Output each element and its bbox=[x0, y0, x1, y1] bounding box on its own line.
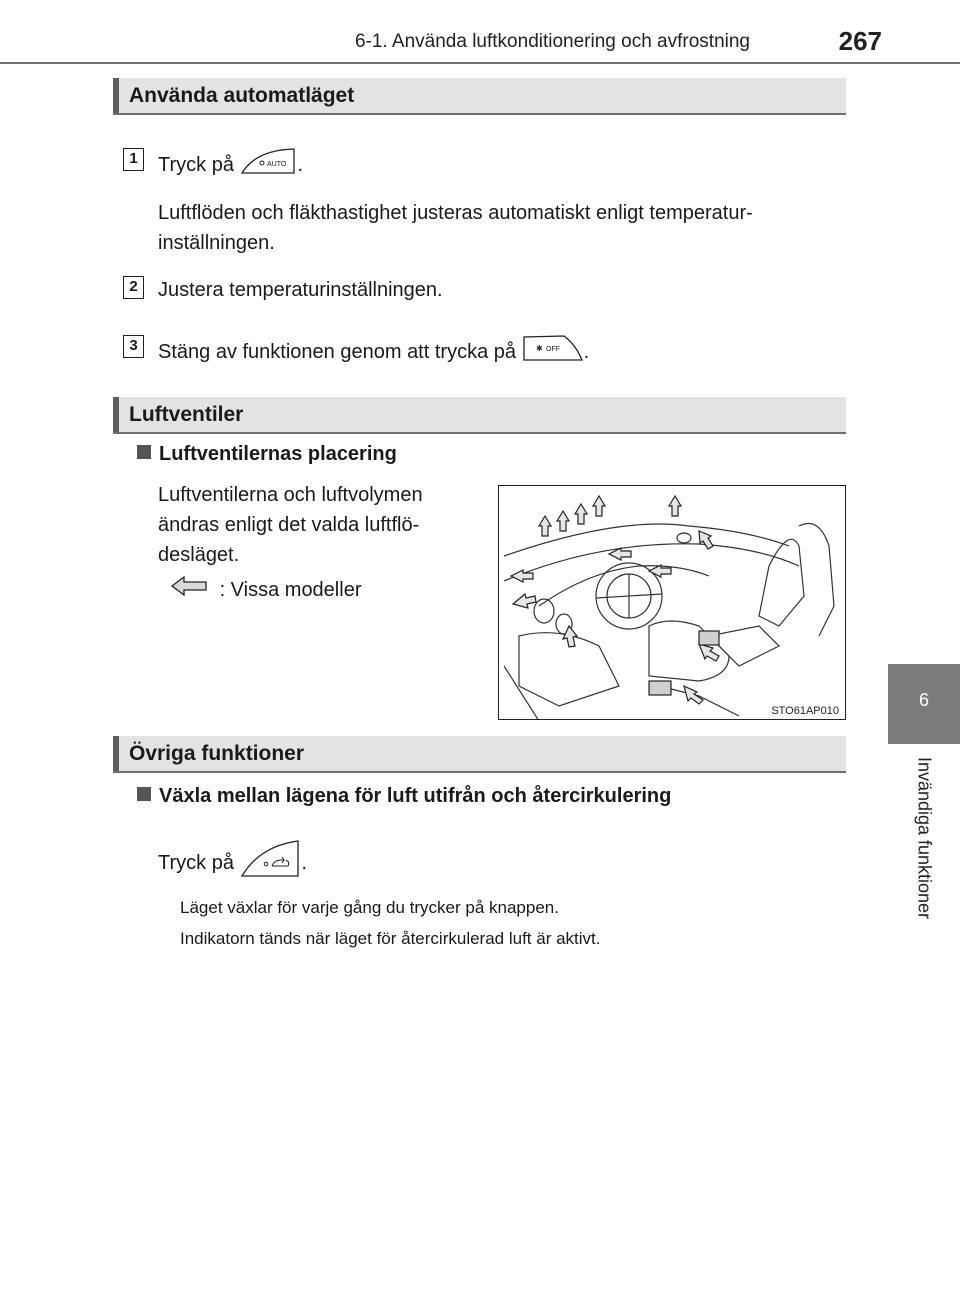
recirc-press-text: Tryck på bbox=[158, 851, 234, 874]
recirculation-button-icon bbox=[240, 838, 302, 889]
section-heading-text: Övriga funktioner bbox=[129, 742, 305, 765]
recirc-note-1: Läget växlar för varje gång du trycker på knappen. bbox=[180, 898, 559, 917]
illustration-code: STO61AP010 bbox=[771, 705, 839, 717]
off-button-icon bbox=[522, 333, 584, 372]
vents-line: desläget. bbox=[158, 544, 240, 566]
step-3-instruction: Stäng av funktionen genom att trycka på bbox=[158, 340, 516, 363]
section-heading-auto bbox=[113, 78, 846, 115]
page-number: 267 bbox=[838, 26, 882, 56]
step-2-text: Justera temperaturinställningen. bbox=[158, 279, 443, 301]
legend-text: : Vissa modeller bbox=[219, 578, 362, 601]
legend-some-models bbox=[170, 574, 361, 607]
step-3-text bbox=[158, 333, 589, 372]
recirc-press bbox=[158, 838, 307, 889]
section-heading-text: Luftventiler bbox=[129, 403, 244, 426]
subheading-recirculation bbox=[137, 785, 671, 808]
section-heading-other bbox=[113, 736, 846, 773]
subheading-text: Växla mellan lägena för luft utifrån och återcirkulering bbox=[159, 785, 672, 807]
step-1-text bbox=[158, 146, 303, 185]
car-interior-drawing bbox=[499, 486, 846, 720]
vents-line: Luftventilerna och luftvolymen bbox=[158, 484, 423, 506]
subheading-vent-placement bbox=[137, 443, 397, 466]
svg-text:AUTO: AUTO bbox=[266, 161, 286, 168]
step-1-note bbox=[158, 198, 753, 258]
vents-description bbox=[158, 480, 478, 570]
auto-button-icon bbox=[240, 146, 298, 185]
step-number: 3 bbox=[123, 335, 144, 358]
chapter-tab-number: 6 bbox=[918, 690, 929, 710]
section-heading-vents bbox=[113, 397, 846, 434]
arrow-left-icon bbox=[170, 574, 210, 607]
chapter-tab-label: Invändiga funktioner bbox=[914, 756, 935, 920]
subheading-text: Luftventilernas placering bbox=[159, 443, 397, 465]
header-rule bbox=[0, 62, 960, 64]
vent-location-illustration bbox=[498, 485, 846, 720]
step-number: 1 bbox=[123, 148, 144, 171]
step-1-note-line1: Luftflöden och fläkthastighet justeras automatiskt enligt temperatur- bbox=[158, 202, 753, 224]
square-bullet-icon bbox=[137, 445, 151, 459]
recirc-period: . bbox=[301, 851, 308, 874]
recirc-note-2: Indikatorn tänds när läget för återcirkulerad luft är aktivt. bbox=[180, 929, 601, 948]
svg-text:✱: ✱ bbox=[535, 344, 543, 353]
chapter-title: 6-1. Använda luftkonditionering och avfrostning bbox=[354, 31, 750, 52]
step-1-instruction: Tryck på bbox=[158, 153, 234, 176]
chapter-tab[interactable] bbox=[888, 664, 960, 744]
square-bullet-icon bbox=[137, 787, 151, 801]
section-heading-text: Använda automatläget bbox=[129, 84, 355, 107]
step-1-note-line2: inställningen. bbox=[158, 232, 275, 254]
vents-line: ändras enligt det valda luftflö- bbox=[158, 514, 420, 536]
step-3-period: . bbox=[583, 340, 590, 363]
step-1-period: . bbox=[297, 153, 304, 176]
svg-text:OFF: OFF bbox=[545, 346, 560, 353]
step-number: 2 bbox=[123, 276, 144, 299]
